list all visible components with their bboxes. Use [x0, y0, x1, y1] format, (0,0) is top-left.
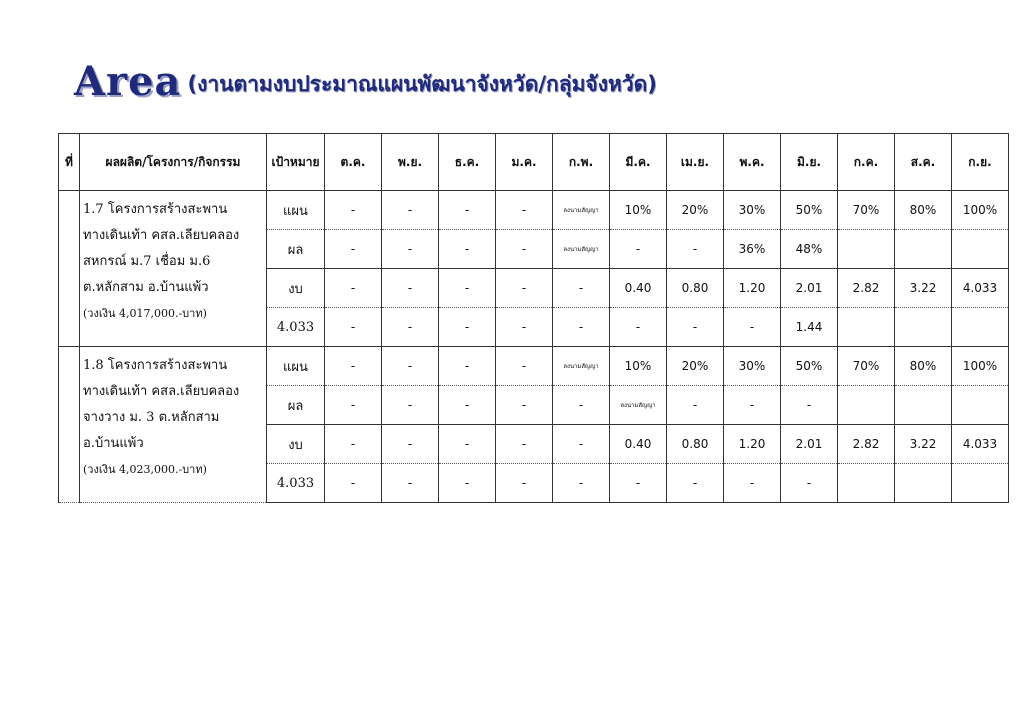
- month-cell: -: [439, 464, 496, 503]
- column-header-14: ก.ย.: [952, 134, 1009, 191]
- month-cell: -: [325, 308, 382, 347]
- month-cell: [895, 464, 952, 503]
- month-cell: 4.033: [952, 425, 1009, 464]
- month-cell: [838, 386, 895, 425]
- month-cell: 2.82: [838, 269, 895, 308]
- month-cell: [952, 308, 1009, 347]
- month-cell: -: [667, 386, 724, 425]
- month-cell: ลงนามสัญญา: [553, 347, 610, 386]
- month-cell: [838, 464, 895, 503]
- month-cell: [952, 386, 1009, 425]
- column-header-12: ก.ค.: [838, 134, 895, 191]
- column-header-11: มิ.ย.: [781, 134, 838, 191]
- month-cell: 50%: [781, 347, 838, 386]
- month-cell: 3.22: [895, 269, 952, 308]
- month-cell: 100%: [952, 347, 1009, 386]
- project-description: [80, 191, 267, 347]
- month-cell: -: [382, 347, 439, 386]
- column-header-9: เม.ย.: [667, 134, 724, 191]
- month-cell: [952, 464, 1009, 503]
- month-cell: -: [496, 464, 553, 503]
- month-cell: -: [382, 269, 439, 308]
- month-cell: -: [724, 464, 781, 503]
- target-cell: แผน: [267, 191, 325, 230]
- table-row: [59, 191, 1009, 230]
- table-row: [59, 347, 1009, 386]
- month-cell: ลงนามสัญญา: [610, 386, 667, 425]
- project-description-line: ทางเดินเท้า คสล.เลียบคลอง: [83, 228, 240, 243]
- month-cell: -: [610, 230, 667, 269]
- month-cell: 1.20: [724, 425, 781, 464]
- row-number-cell: [59, 191, 80, 347]
- column-header-13: ส.ค.: [895, 134, 952, 191]
- page-title: [74, 58, 657, 105]
- month-cell: -: [610, 464, 667, 503]
- column-header-1: ผลผลิต/โครงการ/กิจกรรม: [80, 134, 267, 191]
- month-cell: 2.82: [838, 425, 895, 464]
- month-cell: -: [382, 386, 439, 425]
- month-cell: 0.40: [610, 269, 667, 308]
- month-cell: [838, 308, 895, 347]
- month-cell: -: [496, 425, 553, 464]
- title-subtitle: (งานตามงบประมาณแผนพัฒนาจังหวัด/กลุ่มจังหวัด): [187, 72, 657, 96]
- month-cell: 0.80: [667, 425, 724, 464]
- month-cell: -: [439, 269, 496, 308]
- target-cell: ผล: [267, 386, 325, 425]
- month-cell: 36%: [724, 230, 781, 269]
- month-cell: 3.22: [895, 425, 952, 464]
- month-cell: -: [553, 464, 610, 503]
- month-cell: -: [724, 386, 781, 425]
- month-cell: [895, 386, 952, 425]
- month-cell: -: [439, 347, 496, 386]
- month-cell: 2.01: [781, 269, 838, 308]
- month-cell: -: [496, 347, 553, 386]
- month-cell: 20%: [667, 347, 724, 386]
- target-cell: 4.033: [267, 464, 325, 503]
- month-cell: 0.80: [667, 269, 724, 308]
- month-cell: -: [610, 308, 667, 347]
- month-cell: -: [496, 308, 553, 347]
- month-cell: -: [325, 230, 382, 269]
- month-cell: -: [781, 386, 838, 425]
- title-main: Area: [74, 58, 182, 105]
- row-number-cell: [59, 347, 80, 503]
- column-header-2: เป้าหมาย: [267, 134, 325, 191]
- month-cell: -: [496, 386, 553, 425]
- column-header-10: พ.ค.: [724, 134, 781, 191]
- project-budget-note: (วงเงิน 4,023,000.-บาท): [83, 463, 207, 476]
- month-cell: 1.20: [724, 269, 781, 308]
- month-cell: -: [439, 425, 496, 464]
- month-cell: -: [325, 269, 382, 308]
- month-cell: -: [439, 386, 496, 425]
- month-cell: -: [382, 308, 439, 347]
- project-description: [80, 347, 267, 503]
- month-cell: -: [382, 191, 439, 230]
- month-cell: 48%: [781, 230, 838, 269]
- month-cell: -: [553, 386, 610, 425]
- month-cell: -: [382, 230, 439, 269]
- table-header-row: [59, 134, 1009, 191]
- column-header-0: ที่: [59, 134, 80, 191]
- month-cell: -: [553, 308, 610, 347]
- month-cell: [952, 230, 1009, 269]
- project-description-line: 1.7 โครงการสร้างสะพาน: [83, 202, 228, 217]
- month-cell: 80%: [895, 347, 952, 386]
- month-cell: -: [439, 191, 496, 230]
- project-description-line: จางวาง ม. 3 ต.หลักสาม: [83, 410, 220, 425]
- month-cell: -: [667, 464, 724, 503]
- month-cell: -: [325, 191, 382, 230]
- month-cell: 4.033: [952, 269, 1009, 308]
- project-description-line: 1.8 โครงการสร้างสะพาน: [83, 358, 228, 373]
- month-cell: -: [439, 308, 496, 347]
- month-cell: -: [553, 269, 610, 308]
- project-description-line: อ.บ้านแพ้ว: [83, 436, 144, 451]
- month-cell: 70%: [838, 191, 895, 230]
- month-cell: [895, 230, 952, 269]
- month-cell: 50%: [781, 191, 838, 230]
- month-cell: ลงนามสัญญา: [553, 191, 610, 230]
- month-cell: -: [439, 230, 496, 269]
- month-cell: -: [496, 230, 553, 269]
- month-cell: -: [496, 191, 553, 230]
- month-cell: -: [667, 230, 724, 269]
- column-header-4: พ.ย.: [382, 134, 439, 191]
- month-cell: 100%: [952, 191, 1009, 230]
- month-cell: 30%: [724, 347, 781, 386]
- month-cell: -: [724, 308, 781, 347]
- month-cell: -: [496, 269, 553, 308]
- month-cell: -: [553, 425, 610, 464]
- column-header-6: ม.ค.: [496, 134, 553, 191]
- project-budget-note: (วงเงิน 4,017,000.-บาท): [83, 307, 207, 320]
- target-cell: งบ: [267, 425, 325, 464]
- project-description-line: ทางเดินเท้า คสล.เลียบคลอง: [83, 384, 240, 399]
- month-cell: -: [325, 425, 382, 464]
- target-cell: 4.033: [267, 308, 325, 347]
- month-cell: -: [667, 308, 724, 347]
- month-cell: 1.44: [781, 308, 838, 347]
- month-cell: -: [325, 386, 382, 425]
- target-cell: แผน: [267, 347, 325, 386]
- month-cell: [838, 230, 895, 269]
- month-cell: -: [382, 464, 439, 503]
- month-cell: -: [382, 425, 439, 464]
- month-cell: 10%: [610, 191, 667, 230]
- target-cell: ผล: [267, 230, 325, 269]
- month-cell: -: [325, 464, 382, 503]
- column-header-8: มี.ค.: [610, 134, 667, 191]
- project-description-line: สหกรณ์ ม.7 เชื่อม ม.6: [83, 254, 211, 269]
- column-header-7: ก.พ.: [553, 134, 610, 191]
- project-plan-table: [58, 133, 1009, 503]
- month-cell: 0.40: [610, 425, 667, 464]
- month-cell: [895, 308, 952, 347]
- column-header-3: ต.ค.: [325, 134, 382, 191]
- project-description-line: ต.หลักสาม อ.บ้านแพ้ว: [83, 280, 209, 295]
- column-header-5: ธ.ค.: [439, 134, 496, 191]
- month-cell: 2.01: [781, 425, 838, 464]
- target-cell: งบ: [267, 269, 325, 308]
- month-cell: -: [781, 464, 838, 503]
- month-cell: -: [325, 347, 382, 386]
- month-cell: 20%: [667, 191, 724, 230]
- month-cell: ลงนามสัญญา: [553, 230, 610, 269]
- month-cell: 80%: [895, 191, 952, 230]
- month-cell: 30%: [724, 191, 781, 230]
- month-cell: 10%: [610, 347, 667, 386]
- month-cell: 70%: [838, 347, 895, 386]
